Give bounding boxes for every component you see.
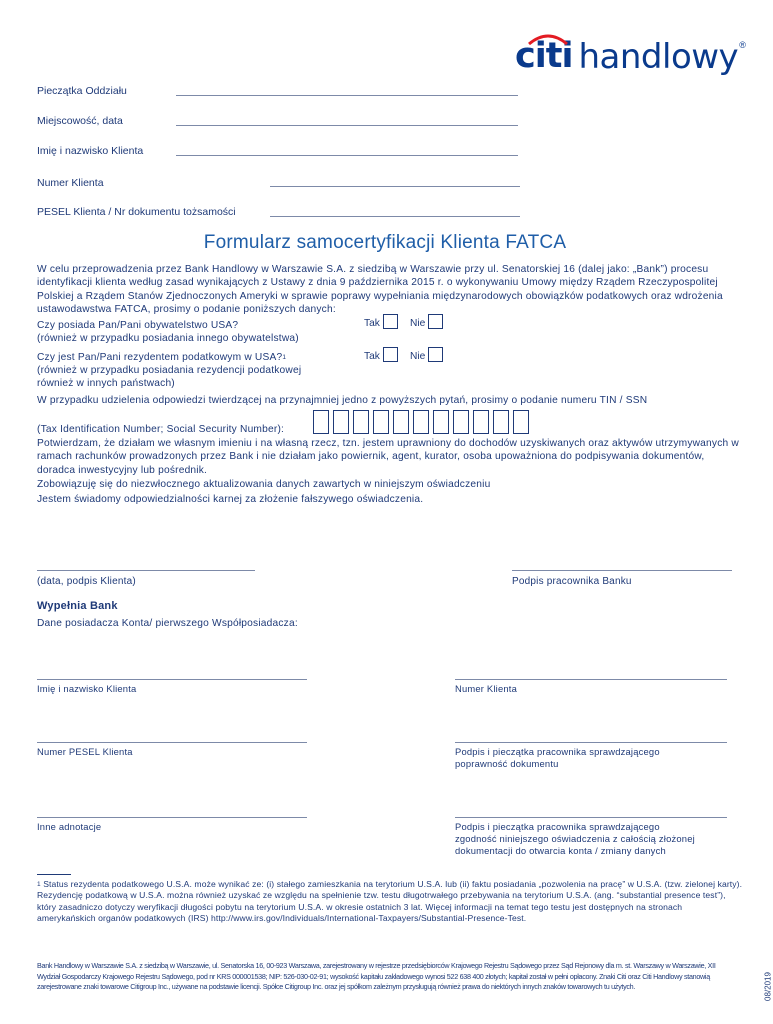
tin-digit-box[interactable] [473, 410, 489, 434]
footnote-mark: 1 [37, 881, 41, 888]
residency-yes-label: Tak [364, 351, 380, 362]
question-tax-residency-text: Czy jest Pan/Pani rezydentem podatkowym w USA?$^1$ [37, 352, 287, 363]
tin-digit-box[interactable] [453, 410, 469, 434]
version-code: 08/2019 [763, 972, 773, 1001]
residency-yes-checkbox[interactable] [383, 347, 398, 362]
tin-label: (Tax Identification Number; Social Security Number): [37, 424, 285, 435]
residency-no-option[interactable] [410, 347, 443, 362]
client-signature-label: (data, podpis Klienta) [37, 576, 136, 587]
compliance-signature-line[interactable] [455, 817, 727, 818]
bank-client-number-line[interactable] [455, 679, 727, 680]
citi-handlowy-logo [515, 28, 746, 77]
tin-digit-box[interactable] [353, 410, 369, 434]
residency-no-label: Nie [410, 351, 426, 362]
tin-digit-box[interactable] [433, 410, 449, 434]
question-citizenship [37, 319, 357, 345]
employee-signature-line[interactable] [512, 570, 732, 571]
citizenship-yes-label: Tak [364, 318, 380, 329]
tin-input-boxes[interactable] [313, 410, 533, 434]
other-notes-label: Inne adnotacje [37, 821, 102, 832]
tin-digit-box[interactable] [333, 410, 349, 434]
bank-client-name-line[interactable] [37, 679, 307, 680]
question-tax-residency [37, 351, 357, 390]
verifier-signature-line[interactable] [455, 742, 727, 743]
logo-registered-mark: ® [739, 40, 746, 50]
tin-request: W przypadku udzielenia odpowiedzi twierdzącej na przynajmniej jedno z powyższych pytań, prosimy o podanie numeru TIN / SSN [37, 395, 648, 406]
logo-citi-wordmark: citi [515, 39, 572, 74]
citizenship-no-checkbox[interactable] [428, 314, 443, 329]
citizenship-no-option[interactable] [410, 314, 443, 329]
account-holder-label: Dane posiadacza Konta/ pierwszego Współposiadacza: [37, 618, 298, 629]
intro-paragraph: W celu przeprowadzenia przez Bank Handlowy w Warszawie S.A. z siedzibą w Warszawie przy ul. Senatorskiej 16 (dalej jako: „Bank”) procesu identyfikacji klienta według zasad wynikających z Ustawy z dnia 9 października 2015 r. o wykonywaniu Umowy między Rządem Rzeczypospolitej Polskiej a Rządem Stanów Zjednoczonych Ameryki w sprawie poprawy wypełniania międzynarodowych obowiązków podatkowych oraz wdrożenia ustawodawstwa FATCA, prosimy o podanie poniższych danych: [37, 264, 723, 316]
footnote-text: Status rezydenta podatkowego U.S.A. może wynikać ze: (i) stałego zamieszkania na terytorium U.S.A. lub (ii) faktu posiadania „pozwolenia na pracę” w U.S.A. (tzw. zielonej karty). Rezydencję podatkową w U.S.A. można również uzyskać ze względu na spełnienie tzw. testu długotrwałego przebywania na terytorium U.S.A. (ang. “substantial presence test”), który zasadniczo dotyczy weryfikacji długości pobytu na terytorium U.S.A. w okresie ostatnich 3 lat. Więcej informacji na temat tego testu jest dostępnych na stronach amerykańskich organów podatkowych (IRS) http://www.irs.gov/Individuals/International-Taxpayers/Substantial-Presence-Test. [37, 879, 743, 923]
declaration-update: Zobowiązuję się do niezwłocznego aktualizowania danych zawartych w niniejszym oświadczeniu [37, 479, 491, 490]
tin-digit-box[interactable] [493, 410, 509, 434]
employee-signature-label: Podpis pracownika Banku [512, 576, 632, 587]
client-number-label: Numer Klienta [37, 177, 104, 189]
legal-footer: Bank Handlowy w Warszawie S.A. z siedzibą w Warszawie, ul. Senatorska 16, 00-923 Warszawa, zarejestrowany w rejestrze przedsiębiorców Krajowego Rejestru Sądowego przez Sąd Rejonowy dla m. st. Warszawy w Warszawie, XII Wydział Gospodarczy Krajowego Rejestru Sądowego, pod nr KRS 000001538; NIP: 526-030-02-91; wysokość kapitału zakładowego wynosi 522 638 400 złotych; kapitał został w pełni opłacony. Znaki Citi oraz Citi Handlowy stanowią zarejestrowane znaki towarowe Citigroup Inc., używane na podstawie licencji. Spółce Citigroup Inc. oraz jej spółkom zależnym przysługują również prawa do niektórych innych znaków towarowych tu użytych. [37, 961, 716, 991]
footnote-reference: 1 [282, 354, 287, 361]
bank-section-title: Wypełnia Bank [37, 600, 118, 612]
question-tax-residency-note-2: również w innych państwach) [37, 378, 175, 389]
place-date-line[interactable] [176, 125, 518, 126]
logo-arc-icon [527, 31, 569, 45]
place-date-label: Miejscowość, data [37, 115, 123, 127]
bank-client-name-label: Imię i nazwisko Klienta [37, 683, 137, 694]
branch-stamp-label: Pieczątka Oddziału [37, 85, 127, 97]
question-citizenship-text: Czy posiada Pan/Pani obywatelstwo USA? [37, 320, 239, 331]
citizenship-yes-option[interactable] [364, 314, 398, 329]
bank-pesel-line[interactable] [37, 742, 307, 743]
footnote-tax-residency [37, 879, 743, 924]
branch-stamp-line[interactable] [176, 95, 518, 96]
other-notes-line[interactable] [37, 817, 307, 818]
pesel-label: PESEL Klienta / Nr dokumentu tożsamości [37, 206, 236, 218]
tin-digit-box[interactable] [413, 410, 429, 434]
declaration-own-behalf: Potwierdzam, że działam we własnym imieniu i na własną rzecz, tzn. jestem uprawniony do dochodów uzyskiwanych oraz aktywów utrzymywanych w ramach rachunków prowadzonych przez Bank i nie działam jako powiernik, agent, kurator, osoba upoważniona do podpisywania dokumentów, doradca inwestycyjny lub pośrednik. [37, 438, 739, 476]
question-citizenship-note: (również w przypadku posiadania innego obywatelstwa) [37, 333, 299, 344]
client-name-line[interactable] [176, 155, 518, 156]
tin-digit-box[interactable] [313, 410, 329, 434]
tin-digit-box[interactable] [393, 410, 409, 434]
form-title: Formularz samocertyfikacji Klienta FATCA [203, 232, 567, 253]
residency-yes-option[interactable] [364, 347, 398, 362]
citizenship-no-label: Nie [410, 318, 426, 329]
compliance-signature-label: Podpis i pieczątka pracownika sprawdzającego zgodność niniejszego oświadczenia z całością złożonej dokumentacji do otwarcia konta / zmiany danych [455, 821, 695, 856]
citizenship-yes-checkbox[interactable] [383, 314, 398, 329]
residency-no-checkbox[interactable] [428, 347, 443, 362]
bank-client-number-label: Numer Klienta [455, 683, 517, 694]
tin-digit-box[interactable] [373, 410, 389, 434]
question-tax-residency-note-1: (również w przypadku posiadania rezydencji podatkowej [37, 365, 302, 376]
tin-digit-box[interactable] [513, 410, 529, 434]
client-name-label: Imię i nazwisko Klienta [37, 145, 144, 157]
pesel-line[interactable] [270, 216, 520, 217]
logo-handlowy-wordmark: handlowy [578, 37, 739, 77]
client-signature-line[interactable] [37, 570, 255, 571]
client-number-line[interactable] [270, 186, 520, 187]
bank-pesel-label: Numer PESEL Klienta [37, 746, 133, 757]
footnote-rule [37, 874, 71, 875]
declaration-liability: Jestem świadomy odpowiedzialności karnej za złożenie fałszywego oświadczenia. [37, 494, 424, 505]
verifier-signature-label: Podpis i pieczątka pracownika sprawdzającego poprawność dokumentu [455, 746, 660, 769]
